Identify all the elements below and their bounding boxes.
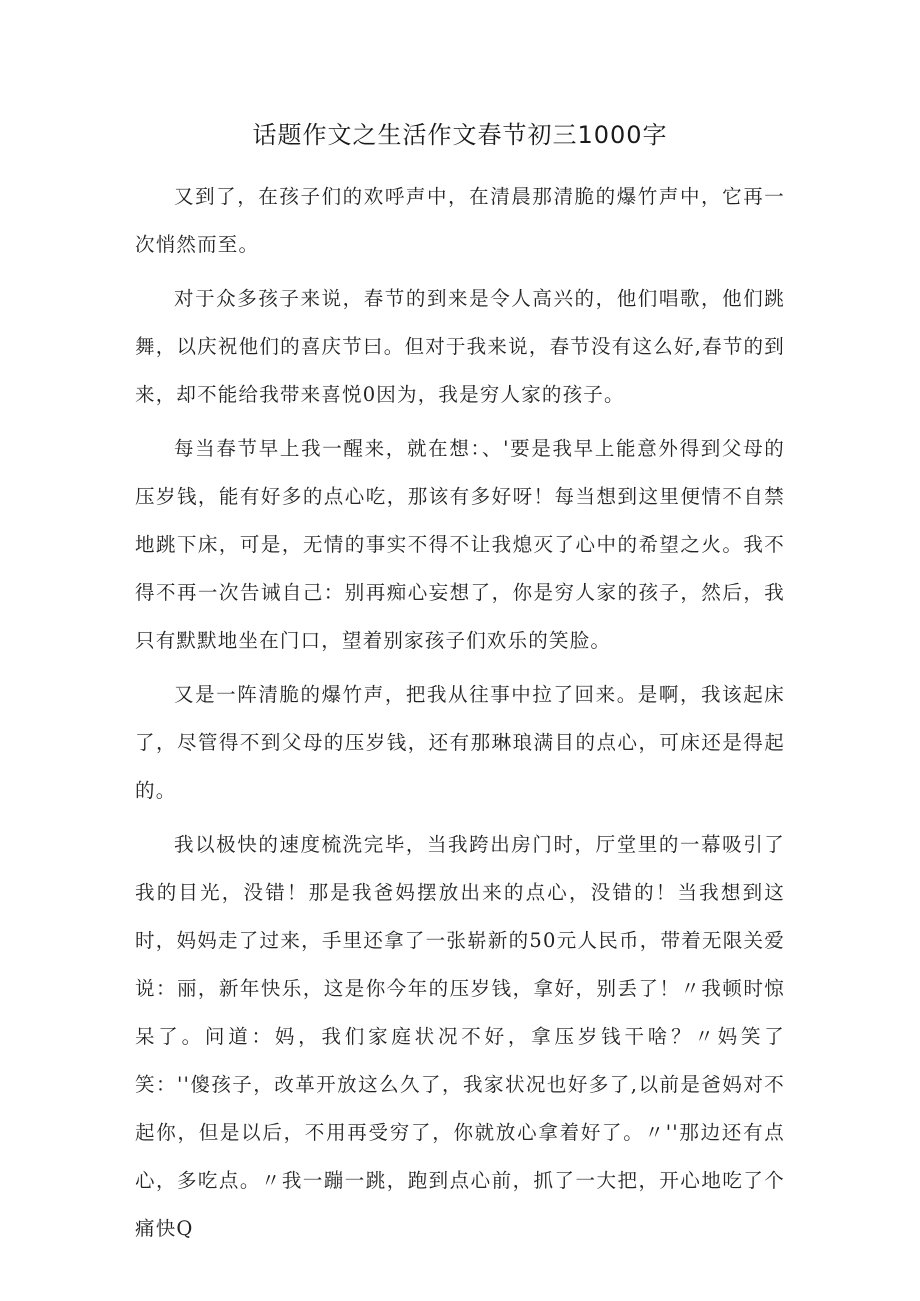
paragraph-2: 对于众多孩子来说，春节的到来是令人高兴的，他们唱歌，他们跳舞，以庆祝他们的喜庆节曰。但对于我来说，春节没有这么好,春节的到来，却不能给我带来喜悦0因为，我是穷人家的孩子。	[135, 287, 785, 406]
paragraph-4: 又是一阵清脆的爆竹声，把我从往事中拉了回来。是啊，我该起床了，尽管得不到父母的压岁钱，还有那琳琅满目的点心，可床还是得起的。	[135, 683, 785, 802]
document-title: 话题作文之生活作文春节初三1000字	[252, 121, 668, 149]
document-body	[135, 173, 785, 1253]
paragraph-5: 我以极快的速度梳洗完毕，当我跨出房门时，厅堂里的一幕吸引了我的目光，没错！那是我爸妈摆放出来的点心，没错的！当我想到这时，妈妈走了过来，手里还拿了一张崭新的50元人民币，带着无限关爱说：丽，新年快乐，这是你今年的压岁钱，拿好，别丢了！〃我顿时惊呆了。问道：妈，我们家庭状况不好，拿压岁钱干啥？〃妈笑了笑：''傻孩子，改革开放这么久了，我家状况也好多了,以前是爸妈对不起你，但是以后，不用再受穷了，你就放心拿着好了。〃''那边还有点心，多吃点。〃我一蹦一跳，跑到点心前，抓了一大把，开心地吃了个痛快Q	[135, 833, 785, 1240]
paragraph-1: 又到了，在孩子们的欢呼声中，在清晨那清脆的爆竹声中，它再一次悄然而至。	[135, 185, 785, 256]
paragraph-3: 每当春节早上我一醒来，就在想：、'要是我早上能意外得到父母的压岁钱，能有好多的点心吃，那该有多好呀！每当想到这里便情不自禁地跳下床，可是，无情的事实不得不让我熄灭了心中的希望之火。我不得不再一次告诫自己：别再痴心妄想了，你是穷人家的孩子，然后，我只有默默地坐在门口，望着别家孩子们欢乐的笑脸。	[135, 437, 785, 652]
